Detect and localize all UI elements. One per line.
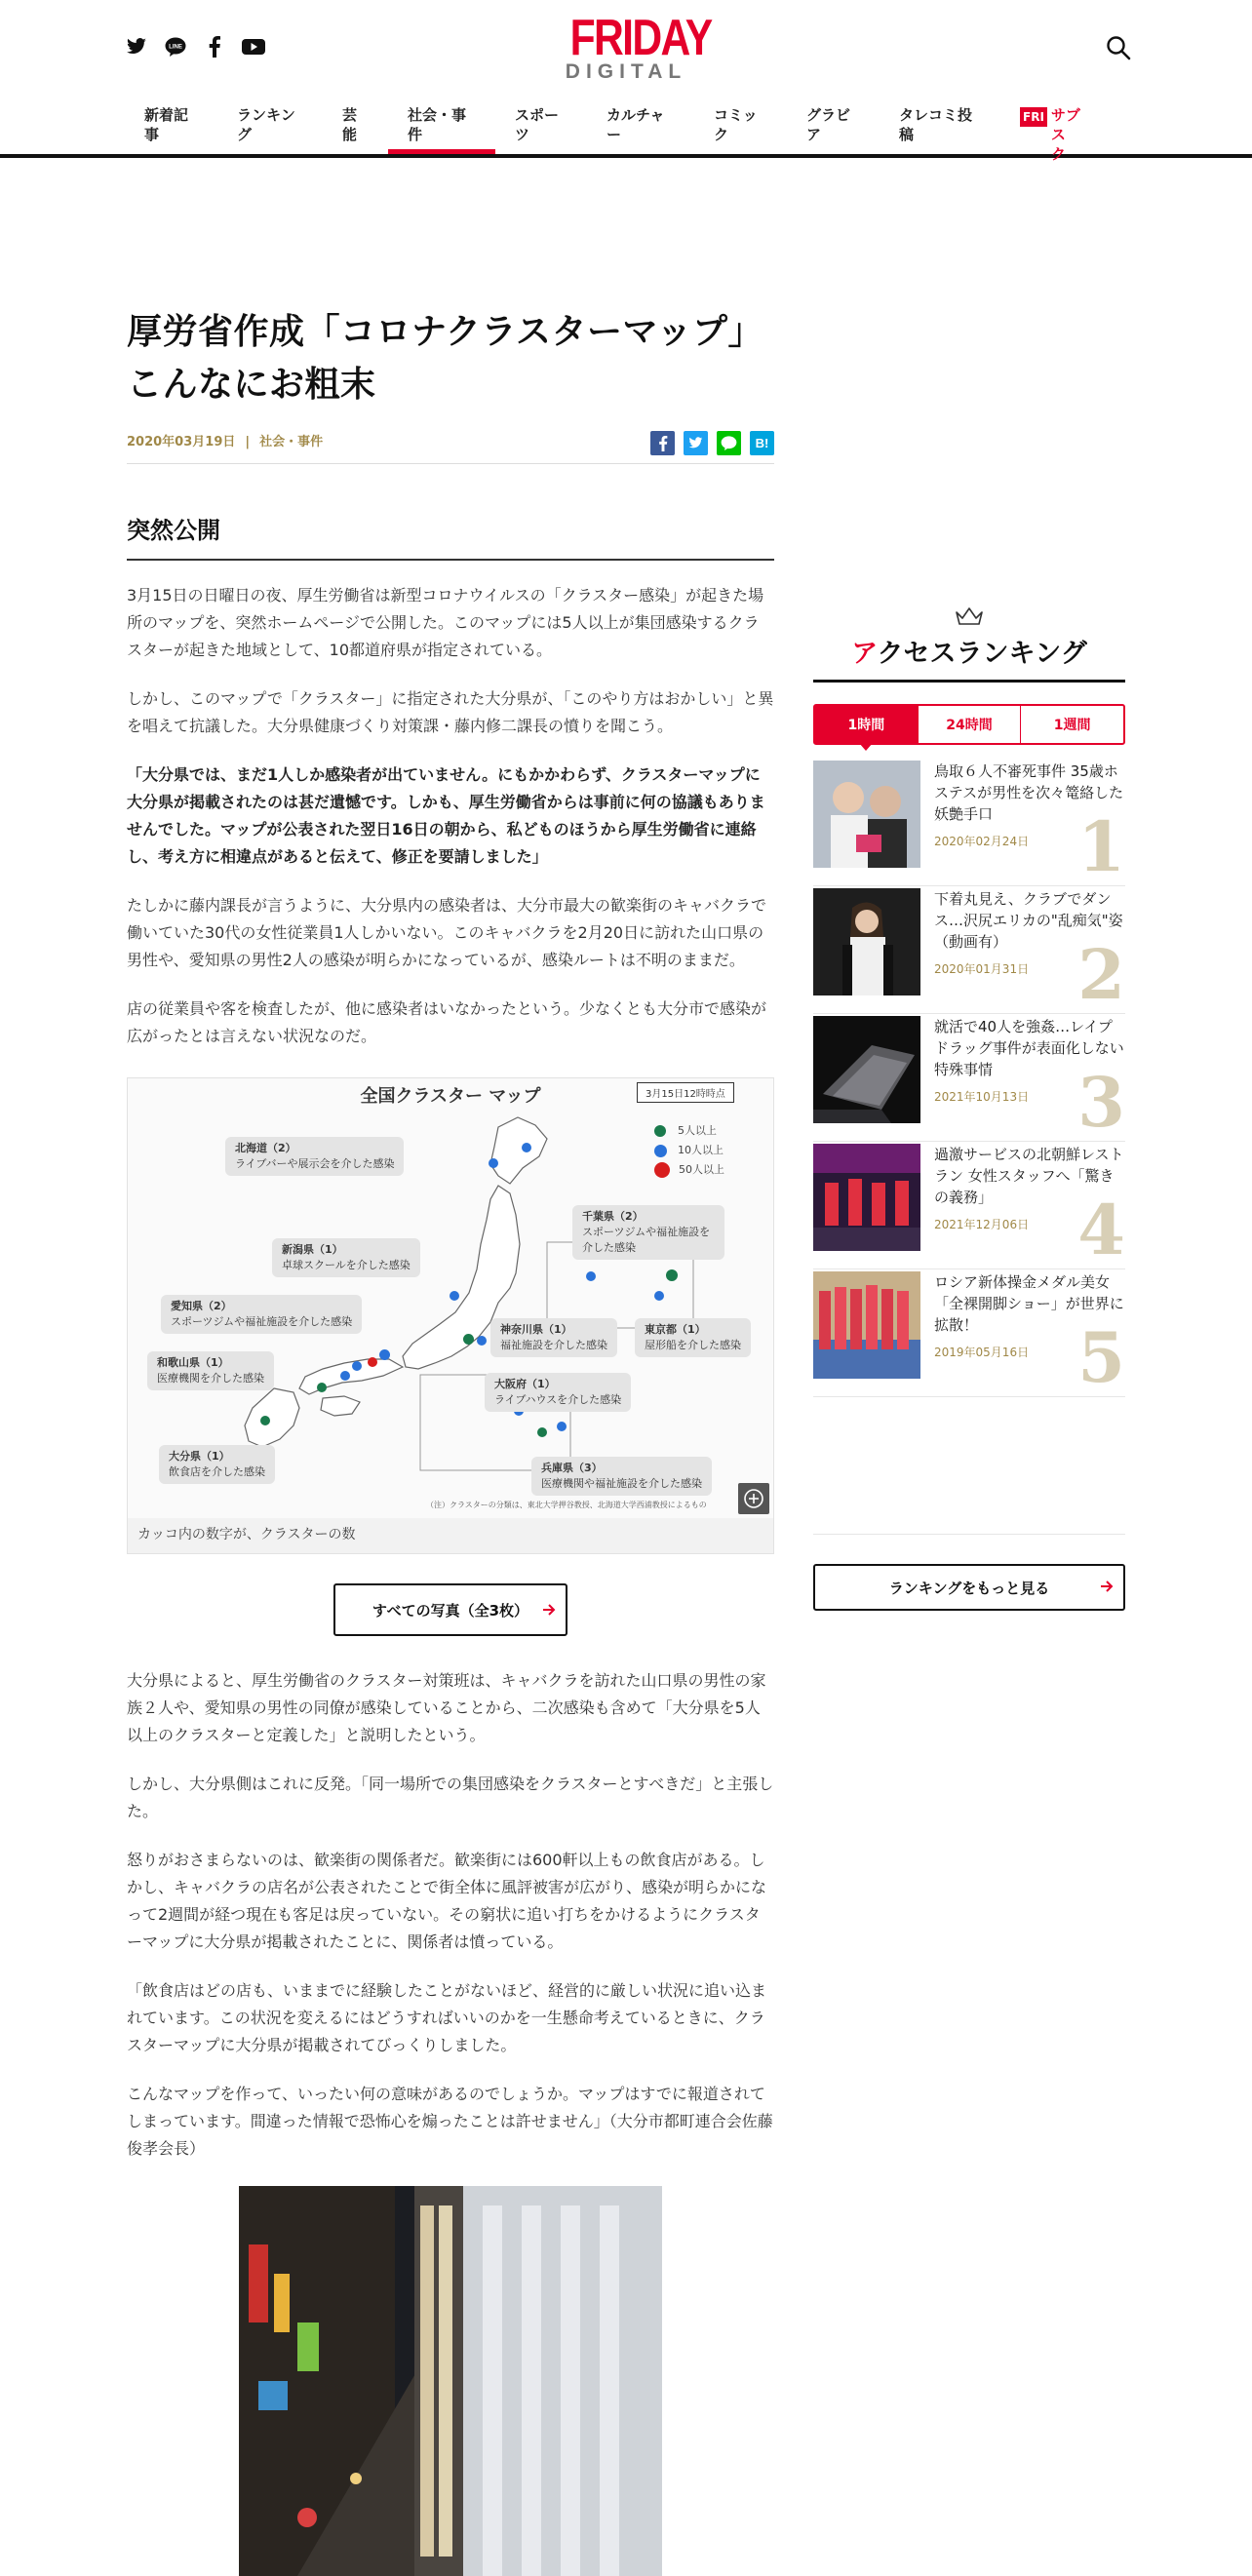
map-timestamp: 3月15日12時時点 (637, 1082, 734, 1103)
ranking-title: アクセスランキング (813, 632, 1125, 683)
fri-badge: FRI (1020, 107, 1047, 127)
nav-item-subscription[interactable]: FRI サブス ク (1000, 105, 1108, 154)
article-paragraph: しかし、このマップで「クラスター」に指定された大分県が、「このやり方はおかしい」と異を唱えて抗議した。大分県健康づくり対策課・藤内修二課長の憤りを聞こう。 (127, 689, 774, 735)
ranking-number: 2 (1077, 934, 1125, 1015)
article-category[interactable]: 社会・事件 (259, 435, 324, 449)
site-header (0, 0, 1252, 163)
nav-item-culture[interactable]: カルチャ ー (606, 106, 665, 143)
tab-1week[interactable]: 1週間 (1020, 706, 1123, 743)
more-ranking-button[interactable]: ランキングをもっと見る (813, 1564, 1125, 1611)
nav-item-comic[interactable]: コミッ ク (714, 106, 758, 143)
share-buttons (650, 431, 774, 455)
ranking-thumbnail[interactable] (813, 1144, 920, 1251)
map-dot (368, 1357, 377, 1367)
line-icon[interactable] (164, 35, 187, 59)
ranking-item-date: 2020年01月31日 (934, 962, 1030, 976)
ranking-number: 3 (1077, 1062, 1125, 1143)
nav-item-ranking[interactable]: ランキン グ (237, 106, 295, 143)
map-dot (450, 1291, 459, 1301)
map-legend (654, 1121, 724, 1180)
site-logo[interactable] (558, 10, 712, 84)
ranking-thumbnail[interactable] (813, 761, 920, 868)
ranking-item-title: 下着丸見え、クラブでダンス…沢尻エリカの"乱痴気"姿（動画有） (934, 890, 1123, 951)
tab-24hours[interactable]: 24時間 (918, 706, 1021, 743)
nav-item-entertainment[interactable]: 芸 能 (342, 106, 358, 143)
ranking-sidebar (813, 606, 1125, 1611)
ranking-thumbnail[interactable] (813, 1016, 920, 1123)
tab-1hour[interactable]: 1時間 (815, 706, 918, 743)
article-title: 厚労省作成「コロナクラスターマップ」こんなにお粗末 (127, 312, 764, 405)
ranking-tabs (813, 704, 1125, 745)
map-callout: 大分県（1） 飲食店を介した感染 (159, 1445, 275, 1484)
map-dot (489, 1158, 498, 1168)
article-paragraph: 3月15日の日曜日の夜、厚生労働省は新型コロナウイルスの「クラスター感染」が起きた場所のマップを、突然ホームページで公開した。このマップには5人以上が集団感染するクラスターが起きた地域として、10都道府県が指定されている。 (127, 586, 764, 659)
map-dot (477, 1336, 487, 1346)
ranking-item-title: 鳥取６人不審死事件 35歳ホステスが男性を次々篭絡した妖艶手口 (934, 762, 1124, 823)
map-callout: 和歌山県（1） 医療機関を介した感染 (147, 1351, 274, 1390)
ranking-item-title: 過激サービスの北朝鮮レストラン 女性スタッフへ「驚きの義務」 (934, 1146, 1124, 1206)
map-callout: 兵庫県（3） 医療機関や福祉施設を介した感染 (531, 1457, 712, 1496)
map-dot (537, 1427, 547, 1437)
map-dot (352, 1361, 362, 1371)
share-line-icon[interactable] (717, 431, 741, 455)
map-caption: カッコ内の数字が、クラスターの数 (128, 1518, 773, 1553)
arrow-right-icon (1100, 1580, 1114, 1593)
ranking-thumbnail[interactable] (813, 888, 920, 995)
map-callout: 愛知県（2） スポーツジムや福祉施設を介した感染 (161, 1295, 362, 1334)
map-callout: 北海道（2） ライブバーや展示会を介した感染 (225, 1137, 404, 1176)
main-nav (125, 105, 1108, 163)
logo-sub: DIGITAL (565, 60, 687, 83)
map-callout: 新潟県（1） 卓球スクールを介した感染 (272, 1238, 420, 1277)
ranking-item-date: 2019年05月16日 (934, 1346, 1030, 1359)
map-callout: 千葉県（2） スポーツジムや福祉施設を介した感染 (572, 1205, 724, 1260)
ranking-item[interactable] (813, 886, 1125, 1014)
article-paragraph: 「飲食店はどの店も、いままでに経験したことがないほど、経営的に厳しい状況に追い込まれています。この状況を変えるにはどうすればいいのかを一生懸命考えているときに、クラスターマップに大分県が掲載されてびっくりしました。 (127, 1981, 767, 2054)
ranking-item[interactable] (813, 1142, 1125, 1269)
ranking-item-title: ロシア新体操金メダル美女「全裸開脚ショー」が世界に拡散！ (934, 1273, 1124, 1334)
social-links (125, 35, 265, 59)
ranking-item[interactable] (813, 1014, 1125, 1142)
map-callout: 大阪府（1） ライブハウスを介した感染 (485, 1373, 631, 1412)
youtube-icon[interactable] (242, 35, 265, 59)
map-callout: 東京都（1） 屋形船を介した感染 (635, 1318, 751, 1357)
nav-item-society[interactable]: 社会・事 件 (388, 105, 495, 154)
cluster-map-image[interactable] (128, 1078, 773, 1518)
ranking-item-title: 就活で40人を強姦…レイプドラッグ事件が表面化しない特殊事情 (934, 1018, 1124, 1078)
arrow-right-icon (542, 1603, 556, 1617)
logo-main: FRIDAY (569, 10, 712, 66)
ranking-thumbnail[interactable] (813, 1271, 920, 1379)
section-heading: 突然公開 (127, 511, 774, 561)
map-dot (586, 1271, 596, 1281)
article-date: 2020年03月19日 (127, 435, 236, 449)
ranking-item-date: 2021年12月06日 (934, 1218, 1030, 1231)
map-title: 全国クラスター マップ (360, 1086, 541, 1107)
article-paragraph: しかし、大分県側はこれに反発。「同一場所での集団感染をクラスターとすべきだ」と主張した。 (127, 1775, 774, 1820)
ranking-number: 5 (1077, 1317, 1125, 1398)
map-figure[interactable] (127, 1077, 774, 1554)
ranking-number: 1 (1077, 806, 1125, 887)
map-callout: 神奈川県（1） 福祉施設を介した感染 (490, 1318, 617, 1357)
divider (813, 1534, 1125, 1535)
article (127, 306, 774, 2576)
crown-icon (955, 606, 984, 626)
nav-item-gravure[interactable]: グラビ ア (806, 106, 851, 143)
legend-item: 5人以上 (654, 1121, 724, 1141)
article-paragraph: 店の従業員や客を検査したが、他に感染者はいなかったという。少なくとも大分市で感染が広がったとは言えない状況なのだ。 (127, 999, 767, 1045)
article-paragraph: 大分県によると、厚生労働省のクラスター対策班は、キャバクラを訪れた山口県の男性の家族２人や、愛知県の男性の同僚が感染していることから、二次感染も含めて「大分県を5人以上のクラスターと定義した」と説明したという。 (127, 1671, 766, 1744)
ranking-list (813, 759, 1125, 1397)
nav-item-tarekomi[interactable]: タレコミ投 稿 (899, 106, 973, 143)
article-quote: 「大分県では、まだ1人しか感染者が出ていません。にもかかわらず、クラスターマップに大分県が掲載されたのは甚だ遺憾です。しかも、厚生労働省からは事前に何の協議もありませんでした。マップが公表された翌日16日の朝から、私どものほうから厚生労働省に連絡し、考え方に相違点があると伝えて、修正を要請しました」 (127, 765, 765, 866)
map-dot (666, 1269, 678, 1281)
legend-item: 50人以上 (654, 1160, 724, 1180)
article-paragraph: 怒りがおさまらないのは、歓楽街の関係者だ。歓楽街には600軒以上もの飲食店がある。しかし、キャバクラの店名が公表されたことで街全体に風評被害が広がり、感染が明らかになって2週間が経つ現在も客足は戻っていない。その窮状に追い打ちをかけるようにクラスターマップに大分県が掲載されたことに、関係者は憤っている。 (127, 1851, 767, 1951)
twitter-icon[interactable] (125, 35, 148, 59)
map-dot (317, 1383, 327, 1392)
map-note: （注）クラスターの分類は、東北大学押谷教授、北海道大学西浦教授によるもの (426, 1501, 707, 1509)
map-dot (260, 1416, 270, 1425)
article-paragraph: こんなマップを作って、いったい何の意味があるのでしょうか。マップはすでに報道されてしまっています。間違った情報で恐怖心を煽ったことは許せません」（大分市都町連合会佐藤俊孝会長） (127, 2085, 773, 2158)
zoom-icon[interactable] (738, 1483, 769, 1514)
ranking-number: 4 (1077, 1190, 1125, 1270)
svg-text:LINE: LINE (169, 44, 182, 51)
share-hatena-icon[interactable]: B! (750, 431, 774, 455)
map-dot (379, 1349, 390, 1360)
ranking-item-date: 2020年02月24日 (934, 835, 1030, 848)
facebook-icon[interactable] (203, 35, 226, 59)
legend-item: 10人以上 (654, 1141, 724, 1160)
map-dot (654, 1291, 664, 1301)
map-dot (522, 1143, 531, 1152)
article-paragraph: たしかに藤内課長が言うように、大分県内の感染者は、大分市最大の歓楽街のキャバクラで働いていた30代の女性従業員1人しかいない。このキャバクラを2月20日に訪れた山口県の男性や、愛知県の男性2人の感染が明らかになっているが、感染ルートは不明のままだ。 (127, 896, 767, 969)
ranking-item[interactable] (813, 1269, 1125, 1397)
search-icon[interactable] (1106, 35, 1131, 60)
nav-item-new[interactable]: 新着記 事 (144, 106, 189, 143)
map-dot (340, 1371, 350, 1381)
ranking-item[interactable] (813, 759, 1125, 886)
map-dot (557, 1422, 567, 1431)
nav-item-sports[interactable]: スポー ツ (515, 106, 560, 143)
ranking-item-date: 2021年10月13日 (934, 1090, 1030, 1104)
all-photos-button[interactable]: すべての写真（全3枚） (333, 1583, 567, 1636)
article-meta: 2020年03月19日 | 社会・事件 B! (127, 431, 774, 464)
article-photo[interactable] (239, 2186, 662, 2576)
share-facebook-icon[interactable] (650, 431, 675, 455)
map-dot (463, 1334, 474, 1345)
share-twitter-icon[interactable] (684, 431, 708, 455)
